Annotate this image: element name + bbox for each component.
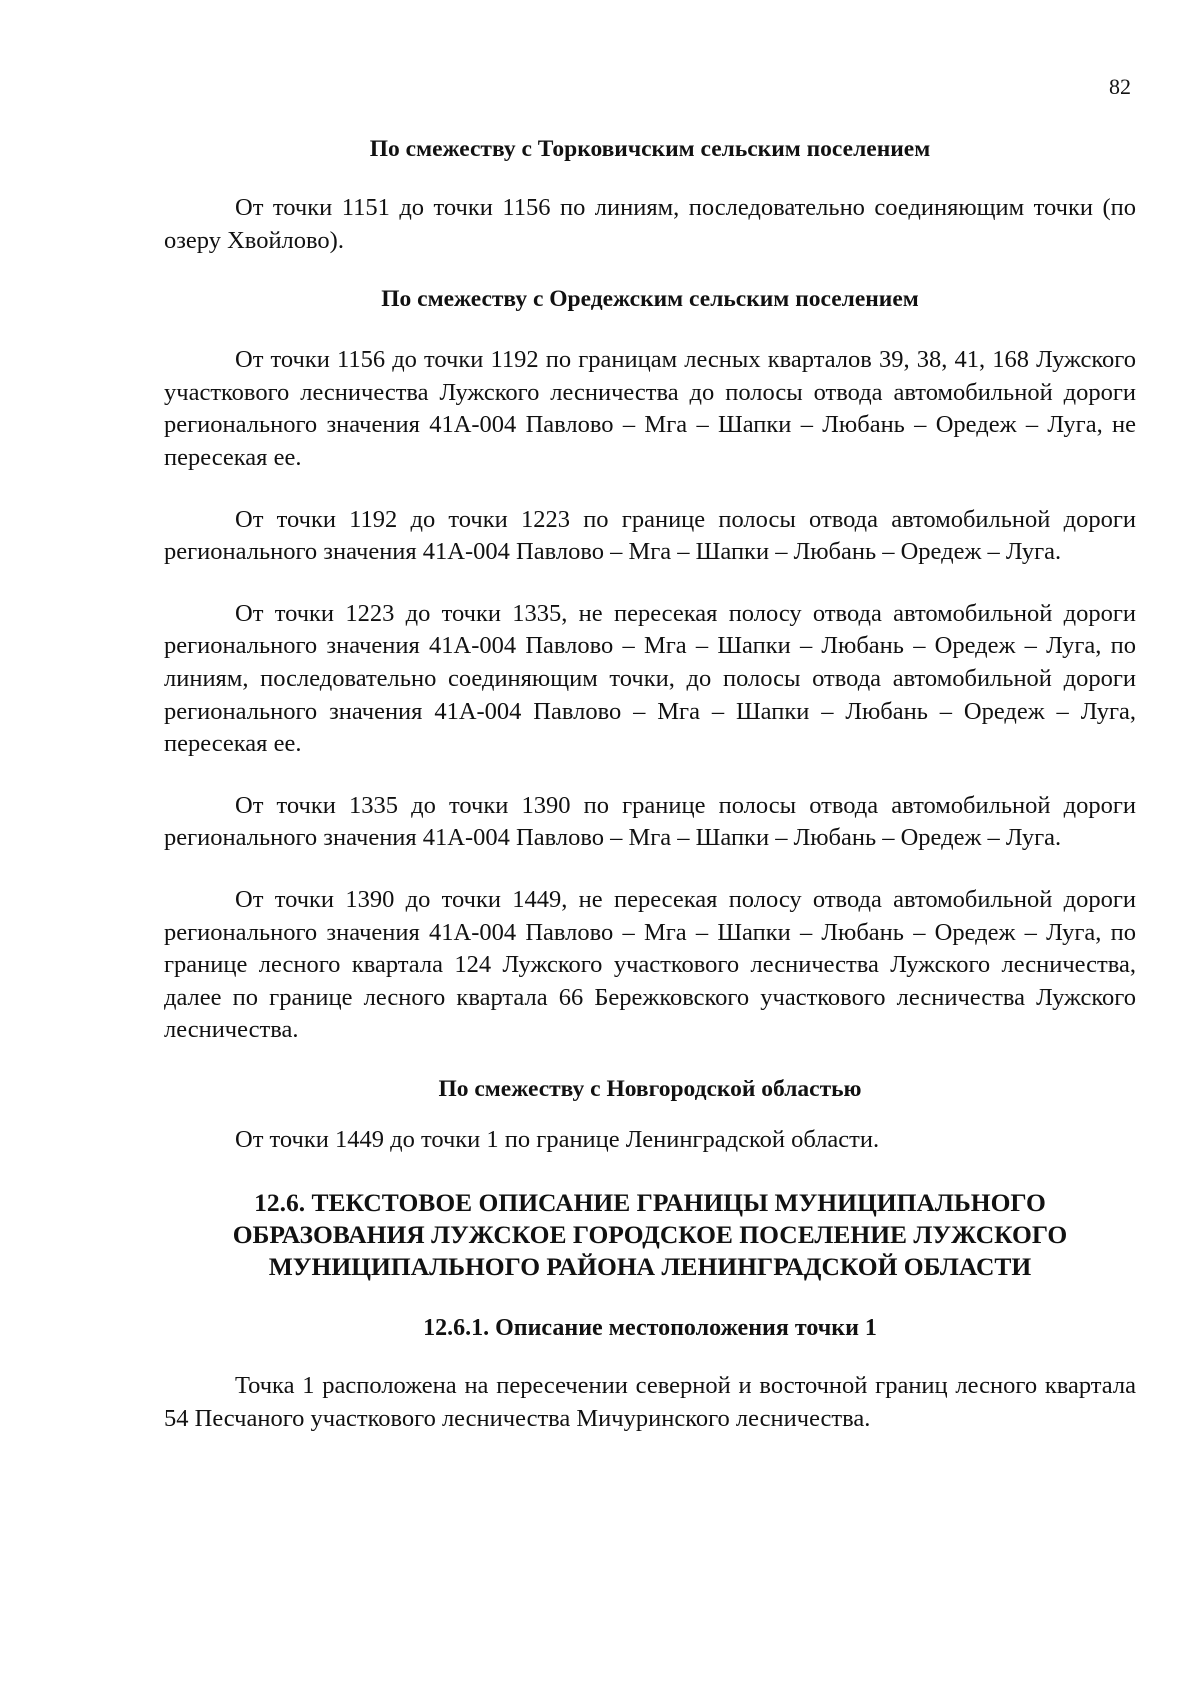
paragraph: Точка 1 расположена на пересечении северной и восточной границ лесного квартала 54 Песчаного участкового лесничества Мичуринского лесничества. <box>164 1372 1136 1433</box>
paragraph: От точки 1449 до точки 1 по границе Ленинградской области. <box>235 1125 880 1153</box>
section-title: 12.6. ТЕКСТОВОЕ ОПИСАНИЕ ГРАНИЦЫ МУНИЦИПАЛЬНОГО ОБРАЗОВАНИЯ ЛУЖСКОЕ ГОРОДСКОЕ ПОСЕЛЕНИЕ ЛУЖСКОГО МУНИЦИПАЛЬНОГО РАЙОНА ЛЕНИНГРАДСКОЙ ОБЛАСТИ <box>232 1188 1068 1282</box>
page-number: 82 <box>1109 74 1131 99</box>
document-body <box>164 133 1136 1436</box>
paragraph: От точки 1335 до точки 1390 по границе полосы отвода автомобильной дороги регионального значения 41А-004 Павлово – Мга – Шапки – Любань – Оредеж – Луга. <box>164 791 1136 852</box>
heading-torkovichi: По смежеству с Торковичским сельским поселением <box>369 136 931 162</box>
paragraph: От точки 1223 до точки 1335, не пересекая полосу отвода автомобильной дороги регионального значения 41А-004 Павлово – Мга – Шапки – Любань – Оредеж – Луга, по линиям, последовательно соединяющим точки, до полосы отвода автомобильной дороги регионального значения 41А-004 Павлово – Мга – Шапки – Любань – Оредеж – Луга, пересекая ее. <box>164 599 1136 758</box>
heading-oredezh: По смежеству с Оредежским сельским поселением <box>381 286 919 313</box>
subsection-title: 12.6.1. Описание местоположения точки 1 <box>423 1315 877 1342</box>
paragraph: От точки 1151 до точки 1156 по линиям, последовательно соединяющим точки (по озеру Хвойлово). <box>164 194 1136 254</box>
heading-novgorod: По смежеству с Новгородской областью <box>438 1075 862 1102</box>
paragraph: От точки 1390 до точки 1449, не пересекая полосу отвода автомобильной дороги регионального значения 41А-004 Павлово – Мга – Шапки – Любань – Оредеж – Луга, по границе лесного квартала 124 Лужского участкового лесничества Лужского лесничества, далее по границе лесного квартала 66 Бережковского участкового лесничества Лужского лесничества. <box>164 885 1136 1044</box>
paragraph: От точки 1192 до точки 1223 по границе полосы отвода автомобильной дороги регионального значения 41А-004 Павлово – Мга – Шапки – Любань – Оредеж – Луга. <box>164 505 1136 566</box>
paragraph: От точки 1156 до точки 1192 по границам лесных кварталов 39, 38, 41, 168 Лужского участкового лесничества Лужского лесничества до полосы отвода автомобильной дороги регионального значения 41А-004 Павлово – Мга – Шапки – Любань – Оредеж – Луга, не пересекая ее. <box>164 346 1136 471</box>
